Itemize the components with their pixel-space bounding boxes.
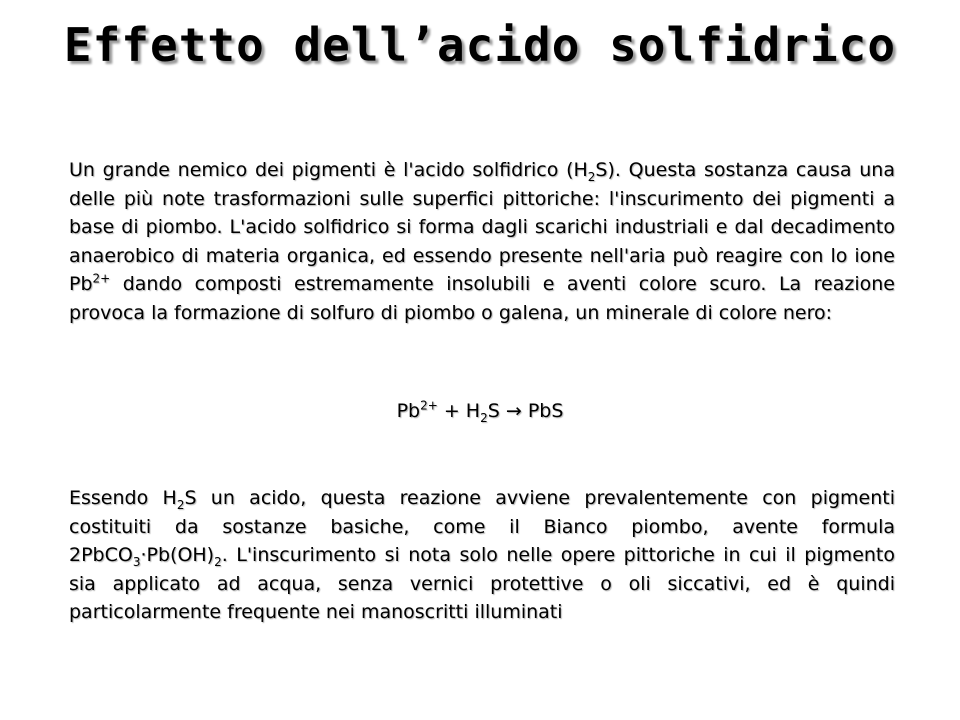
subscript: 3 [132,554,141,569]
paragraph-text: Un grande nemico dei pigmenti è l'acido solfidrico (H [69,159,588,181]
reaction-equation [0,397,960,425]
intro-paragraph [69,156,895,328]
slide-title: Effetto dell’acido solfidrico [63,18,897,72]
paragraph-text: . L'inscurimento si nota solo nelle opere pittoriche in cui il pigmento sia applicato ad acqua, senza vernici protettive o oli siccativi, ed è quindi particolarmente frequente nei manoscritti illuminati [69,544,895,624]
paragraph-text: Essendo H [69,487,177,509]
superscript: 2+ [420,398,438,413]
paragraph-text: dando composti estremamente insolubili e aventi colore scuro. La reazione provoca la formazione di solfuro di piombo o galena, un minerale di colore nero: [69,273,895,324]
paragraph-text: S un acido, questa reazione avviene prevalentemente con pigmenti costituiti da sostanze basiche, come il Bianco piombo, avente formula 2PbCO [69,487,896,567]
equation-text: PbS [521,400,564,422]
equation-text: Pb [396,400,421,422]
subscript: 2 [176,497,185,512]
equation-text: S [487,400,506,422]
subscript: 2 [480,410,488,425]
equation-text: + H [437,400,481,422]
paragraph-text: ·Pb(OH) [140,544,215,567]
second-paragraph [69,484,895,627]
paragraph-text: S). Questa sostanza causa una delle più note trasformazioni sulle superfici pittoriche: l'inscurimento dei pigmenti a base di piombo. L'acido solfidrico si forma dagli scarichi industriali e dal decadimento anaerobico di materia organica, ed essendo presente nell'aria può reagire con lo ione Pb [69,159,895,296]
arrow-icon: → [505,400,522,422]
subscript: 2 [214,554,222,569]
subscript: 2 [587,169,596,184]
superscript: 2+ [92,272,111,287]
